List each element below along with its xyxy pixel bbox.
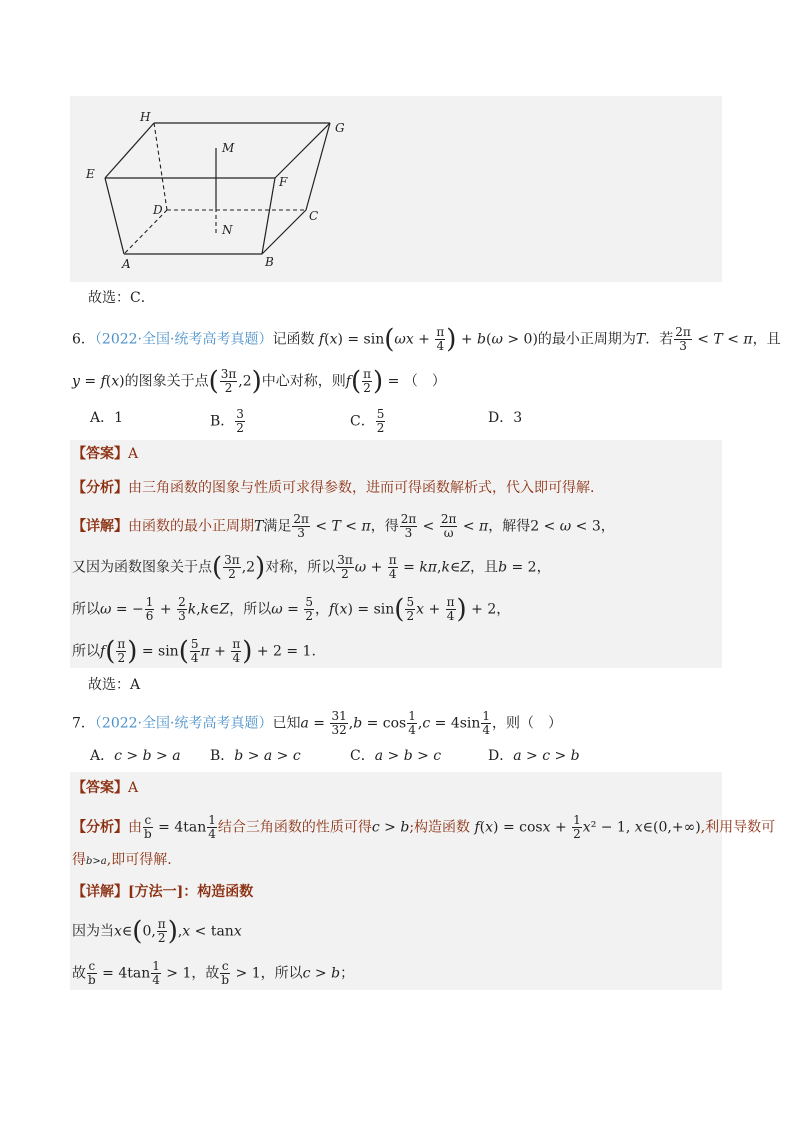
q6-stem-line1: 6．（2022·全国·统考高考真题）记函数 f(x) = sin(ωx + $\frac{\pi}{4}$ ) + b(ω > 0)的最小正周期为T．若 $\frac{2\pi}{3}$ < T < π，且 <box>72 324 781 355</box>
q6-analysis <box>72 478 594 498</box>
q7-option-a-value: c > b > a <box>114 748 181 764</box>
q6-detail-1b: 满足 <box>263 518 292 535</box>
q6-option-d-letter: D． <box>488 410 514 426</box>
q6-detail-4a: 所以 <box>72 643 100 660</box>
q6-detail-2b: 对称，所以 <box>265 559 336 576</box>
q7-answer-value: A <box>128 780 139 796</box>
q7-method: [方法一]：构造函数 <box>128 884 254 900</box>
q7-answer <box>72 778 138 798</box>
q6-analysis-text: 由三角函数的图象与性质可求得参数，进而可得函数解析式，代入即可得解. <box>128 480 595 496</box>
q7-analysis-line2: 得b>a,即可得解. <box>72 852 172 868</box>
q6-option-d-value: 3 <box>513 410 523 426</box>
q6-detail-line4: 所以f( $\frac{\pi}{2}$ ) = sin( $\frac{5}{4}$ π + $\frac{\pi}{4}$ ) + 2 = 1. <box>72 636 316 667</box>
q6-detail-1d: ，解得 <box>488 518 531 535</box>
q6-conclusion: 故选：A <box>88 677 141 693</box>
q6-option-a-value: 1 <box>114 410 124 426</box>
q7-line2c: ，所以 <box>260 965 303 982</box>
q6-detail-1a: 由函数的最小正周期 <box>128 518 254 535</box>
q6-detail-3b: ，所以 <box>229 601 272 618</box>
q7-answer-label: 【答案】 <box>72 780 128 796</box>
q6-detail-2c: ，且 <box>470 559 499 576</box>
q6-stem-b: 的最小正周期为 <box>537 331 636 348</box>
q7-number: 7． <box>72 715 95 732</box>
q7-analysis-f: ,即可得解. <box>106 852 172 868</box>
q7-solution-panel <box>70 772 722 990</box>
q6-detail-1c: ，得 <box>370 518 399 535</box>
q7-option-c-letter: C． <box>350 748 375 764</box>
q6-option-d <box>488 408 522 428</box>
q6-option-c-den: 2 <box>376 421 385 435</box>
q7-option-a <box>90 746 181 766</box>
q7-analysis-c: ;构造函数 <box>409 819 471 836</box>
q6-stem-a: 记函数 <box>272 331 315 348</box>
q6-detail-line1: 【详解】由函数的最小正周期T满足 $\frac{2\pi}{3}$ < T < π，得 $\frac{2\pi}{3}$ < $\frac{2\pi}{\omega}$ < π，解得2 < ω < 3， <box>72 512 615 540</box>
q6-option-b-den: 2 <box>236 421 244 435</box>
q6-stem-c: ．若 <box>645 331 674 348</box>
q6-stem-e: 的图象关于点 <box>124 373 209 390</box>
q7-line2b: ，故 <box>191 965 220 982</box>
q5-conclusion: 故选：C． <box>88 290 155 306</box>
q6-detail-3a: 所以 <box>72 601 100 618</box>
q6-option-a-letter: A． <box>90 410 115 426</box>
q6-detail-line3: 所以ω = − $\frac{1}{6}$ + $\frac{2}{3}$ k,k∈Z，所以ω = $\frac{5}{2}$ ，f(x) = sin( $\frac{5}{2}$ x + $\frac{\pi}{4}$ ) + 2， <box>72 594 511 625</box>
q7-option-a-letter: A． <box>90 748 115 764</box>
q7-option-d-value: a > c > b <box>513 748 580 764</box>
vertex-label-b: B <box>265 255 274 269</box>
q7-analysis-d: ,利用导数可 <box>700 819 776 836</box>
q6-stem-g: （ ） <box>403 373 446 390</box>
q7-stem: 7．（2022·全国·统考高考真题）已知a = $\frac{31}{32}$ ,b = cos $\frac{1}{4}$ ,c = 4sin $\frac{1}{4}$ ，则（ ） <box>72 709 563 737</box>
q6-answer <box>72 444 138 464</box>
vertex-label-f: F <box>279 175 288 189</box>
q6-detail-label: 【详解】 <box>72 518 128 535</box>
q7-line2a: 故 <box>72 965 86 982</box>
q7-stem-b: ，则（ ） <box>492 715 563 732</box>
q7-detail-line2: 因为当x∈(0, $\frac{\pi}{2}$ ),x < tanx <box>72 916 242 947</box>
vertex-label-m: M <box>222 141 235 155</box>
q6-option-c <box>350 408 386 435</box>
q6-option-b-num: 3 <box>236 407 244 421</box>
q6-stem-f: 中心对称，则 <box>261 373 346 390</box>
q7-line1a: 因为当 <box>72 923 114 940</box>
vertex-label-n: N <box>222 223 233 237</box>
q7-detail-line3: 故 $\frac{c}{b}$ = 4tan $\frac{1}{4}$ > 1，故 $\frac{c}{b}$ > 1，所以c > b； <box>72 959 355 987</box>
vertex-label-e: E <box>86 167 95 181</box>
q7-detail-label: 【详解】 <box>72 884 128 900</box>
geometry-figure <box>70 96 722 282</box>
q7-option-d <box>488 746 580 766</box>
q6-detail-2a: 又因为函数图象关于点 <box>72 559 212 576</box>
q7-option-c-value: a > b > c <box>374 748 442 764</box>
q6-stem-d: ，且 <box>752 331 781 348</box>
q7-option-b-value: b > a > c <box>234 748 301 764</box>
q6-answer-label: 【答案】 <box>72 446 128 462</box>
q7-analysis-line1: 【分析】由 $\frac{c}{b}$ = 4tan $\frac{1}{4}$ 结合三角函数的性质可得c > b;构造函数 f(x) = cosx + $\frac{1}{2}$ x² − 1, x∈(0,+∞),利用导数可 <box>72 813 776 841</box>
q7-option-c <box>350 746 441 766</box>
figure-panel <box>70 96 722 282</box>
q7-option-d-letter: D． <box>488 748 514 764</box>
q6-answer-value: A <box>128 446 139 462</box>
q7-stem-a: 已知 <box>272 715 301 732</box>
q6-option-b-letter: B． <box>210 413 235 430</box>
q6-analysis-label: 【分析】 <box>72 480 128 496</box>
q6-option-a <box>90 408 123 428</box>
q6-detail-line2: 又因为函数图象关于点( $\frac{3\pi}{2}$ ,2)对称，所以 $\frac{3\pi}{2}$ ω + $\frac{\pi}{4}$ = kπ,k∈Z，且b = 2， <box>72 552 551 583</box>
vertex-label-d: D <box>153 203 163 217</box>
q6-option-b <box>210 408 246 435</box>
q7-analysis-b: 结合三角函数的性质可得 <box>217 819 372 836</box>
q7-source: （2022·全国·统考高考真题） <box>94 715 273 732</box>
q7-detail-line1 <box>72 882 253 902</box>
q6-option-c-num: 5 <box>376 407 385 421</box>
q7-option-b <box>210 746 301 766</box>
q7-option-b-letter: B． <box>210 748 235 764</box>
q7-analysis-e: 得 <box>72 852 86 868</box>
q7-analysis-label: 【分析】 <box>72 819 128 836</box>
q7-analysis-a: 由 <box>128 819 142 836</box>
vertex-label-g: G <box>335 121 345 135</box>
q6-number: 6． <box>72 331 95 348</box>
vertex-label-c: C <box>309 209 319 223</box>
vertex-label-h: H <box>140 110 151 124</box>
vertex-label-a: A <box>122 257 131 271</box>
q6-source: （2022·全国·统考高考真题） <box>94 331 273 348</box>
q6-stem-line2: y = f(x)的图象关于点( $\frac{3\pi}{2}$ ,2)中心对称，则f( $\frac{\pi}{2}$ ) = （ ） <box>72 366 446 397</box>
q6-option-c-letter: C． <box>350 413 375 430</box>
